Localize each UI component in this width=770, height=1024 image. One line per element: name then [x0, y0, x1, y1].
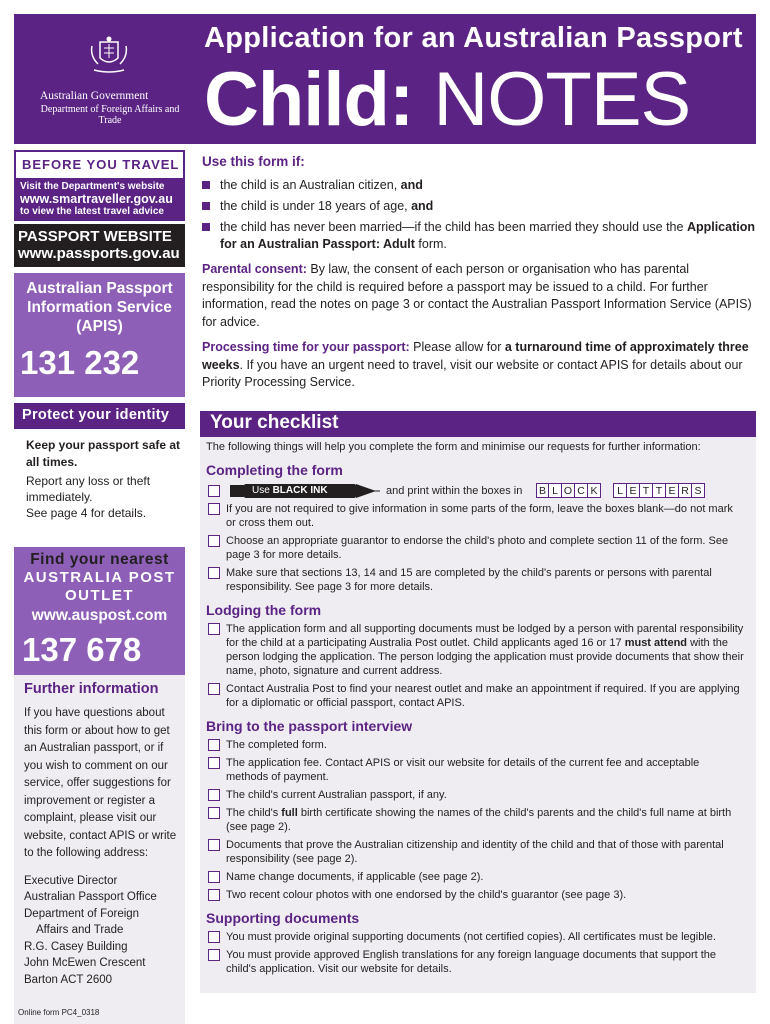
list-item: the child is an Australian citizen, and: [202, 177, 756, 194]
government-name: Australian Government: [40, 90, 149, 102]
completing-form-heading: Completing the form: [206, 462, 343, 478]
address-line: R.G. Casey Building: [24, 940, 128, 953]
subtitle-bold: Child:: [204, 57, 414, 142]
sidebar: [14, 150, 185, 1012]
checkbox[interactable]: [208, 839, 220, 851]
apis-box: [14, 273, 185, 397]
checkbox[interactable]: [208, 485, 220, 497]
pen-label: Use BLACK INK: [252, 485, 328, 496]
checklist-item: Choose an appropriate guarantor to endorse the child's photo and complete section 11 of the form. See page 3 for more details.: [206, 534, 744, 562]
page-header: [14, 14, 756, 144]
travel-visit-text: Visit the Department's website: [20, 181, 165, 192]
auspost-link[interactable]: www.auspost.com: [31, 607, 168, 624]
checklist-item: Name change documents, if applicable (see page 2).: [206, 870, 744, 884]
list-item: the child is under 18 years of age, and: [202, 198, 756, 215]
checklist-item: Make sure that sections 13, 14 and 15 are completed by the child's parents or persons with parental responsibility. See page 3 for more details.: [206, 566, 744, 594]
department-name: Department of Foreign Affairs and Trade: [40, 104, 180, 126]
checklist-item: You must provide original supporting documents (not certified copies). All certificates must be legible.: [206, 930, 744, 944]
checklist-item: Contact Australia Post to find your nearest outlet and make an appointment if required. If you are applying for a diplomatic or official passport, contact APIS.: [206, 682, 744, 710]
checkbox[interactable]: [208, 889, 220, 901]
checklist-item: Two recent colour photos with one endorsed by the child's guarantor (see page 3).: [206, 888, 744, 902]
checkbox[interactable]: [208, 503, 220, 515]
address-line: Barton ACT 2600: [24, 973, 113, 986]
protect-see-text: See page 4 for details.: [26, 506, 147, 520]
checkbox[interactable]: [208, 757, 220, 769]
address-line: Executive Director: [24, 874, 118, 887]
lodging-form-heading: Lodging the form: [206, 602, 322, 618]
coat-of-arms-icon: [86, 36, 132, 76]
checklist-intro: The following things will help you complete the form and minimise our requests for further information:: [206, 441, 701, 453]
address-line: John McEwen Crescent: [24, 957, 146, 969]
address-line: Australian Passport Office: [24, 891, 157, 903]
travel-advice-text: to view the latest travel advice: [20, 206, 164, 217]
subtitle-light: NOTES: [413, 57, 691, 142]
passport-website-box: [14, 224, 185, 267]
checklist-item: The completed form.: [206, 738, 744, 752]
passport-website-heading: PASSPORT WEBSITE: [18, 228, 172, 245]
postal-address: [24, 873, 181, 989]
australia-post-box: [14, 547, 185, 675]
main-content: [202, 150, 756, 392]
checkbox[interactable]: [208, 871, 220, 883]
checkbox[interactable]: [208, 931, 220, 943]
further-information-text: If you have questions about this form or about how to get an Australian passport, or if you wish to comment on our service, offer suggestions for improvement or register a complaint, please visit our website, contact APIS or write to the following address:: [24, 707, 177, 859]
list-item: the child has never been married—if the child has been married they should use the Application for an Australian Passport: Adult form.: [202, 219, 756, 253]
checkbox[interactable]: [208, 535, 220, 547]
use-form-heading: Use this form if:: [202, 154, 305, 169]
ink-instruction: and print within the boxes in: [386, 485, 523, 497]
supporting-documents-heading: Supporting documents: [206, 910, 360, 926]
government-logo-block: [14, 14, 196, 144]
passports-link[interactable]: www.passports.gov.au: [18, 245, 180, 262]
further-information-box: [14, 675, 185, 1024]
checkbox[interactable]: [208, 789, 220, 801]
checkbox[interactable]: [208, 567, 220, 579]
checkbox[interactable]: [208, 623, 220, 635]
block-letters-boxes: B L O C K L E T T E R S: [536, 483, 705, 498]
address-line: Affairs and Trade: [36, 924, 124, 936]
post-phone: 137 678: [22, 631, 142, 668]
protect-keep-text: Keep your passport safe at all times.: [26, 438, 181, 469]
checklist-item: The child's full birth certificate showing the names of the child's parents and the child's full name at birth (see page 2).: [206, 806, 744, 834]
protect-report-text: Report any loss or theft immediately.: [26, 474, 151, 504]
post-find-text: Find your nearest: [30, 551, 169, 568]
further-information-heading: Further information: [24, 681, 159, 697]
checklist-item: The application form and all supporting documents must be lodged by a person with parental responsibility for the child at a participating Australia Post outlet. Child applicants aged 16 or 17 must attend with the person lodging the application. The person lodging the application must provide documents that show their name, photo, signature and current address.: [206, 622, 744, 678]
protect-identity-heading: Protect your identity: [14, 403, 185, 429]
page-subtitle: [204, 58, 690, 142]
checkbox[interactable]: [208, 739, 220, 751]
page-title: Application for an Australian Passport: [204, 22, 743, 54]
apis-phone: 131 232: [20, 344, 140, 381]
checklist-item: The application fee. Contact APIS or visit our website for details of the current fee and acceptable methods of payment.: [206, 756, 744, 784]
checklist-item: Documents that prove the Australian citizenship and identity of the child and that of those with parental responsibility (see page 2).: [206, 838, 744, 866]
before-you-travel-heading: BEFORE YOU TRAVEL: [14, 150, 185, 178]
smartraveller-link[interactable]: www.smartraveller.gov.au: [20, 192, 173, 206]
post-outlet-text: AUSTRALIA POST OUTLET: [23, 569, 176, 604]
eligibility-list: [202, 177, 756, 253]
checklist-item: If you are not required to give information in some parts of the form, leave the boxes blank—do not mark or cross them out.: [206, 502, 744, 530]
checkbox[interactable]: [208, 807, 220, 819]
bring-interview-heading: Bring to the passport interview: [206, 718, 413, 734]
checkbox[interactable]: [208, 949, 220, 961]
checklist-heading: Your checklist: [200, 411, 756, 437]
checklist-item: You must provide approved English translations for any foreign language documents that support the child's application. Visit our website for details.: [206, 948, 744, 976]
checklist-item-black-ink: [206, 482, 744, 502]
checklist-item: The child's current Australian passport, if any.: [206, 788, 744, 802]
form-code: Online form PC4_0318: [18, 1008, 100, 1017]
apis-title: Australian Passport Information Service (APIS): [26, 280, 173, 335]
processing-time-paragraph: Processing time for your passport: Please allow for a turnaround time of approximately three weeks. If you have an urgent need to travel, visit our website or contact APIS for details about our Priority Processing Service.: [202, 340, 749, 389]
address-line: Department of Foreign: [24, 907, 140, 920]
protect-identity-box: [14, 429, 185, 539]
checkbox[interactable]: [208, 683, 220, 695]
checklist: [200, 437, 756, 993]
parental-consent-paragraph: Parental consent: By law, the consent of each person or organisation who has parental responsibility for the child is required before a passport may be issued to a child. For further information, read the notes on page 3 or contact the Australian Passport Information Service (APIS) for advice.: [202, 262, 752, 329]
travel-advice-box: [14, 178, 185, 221]
